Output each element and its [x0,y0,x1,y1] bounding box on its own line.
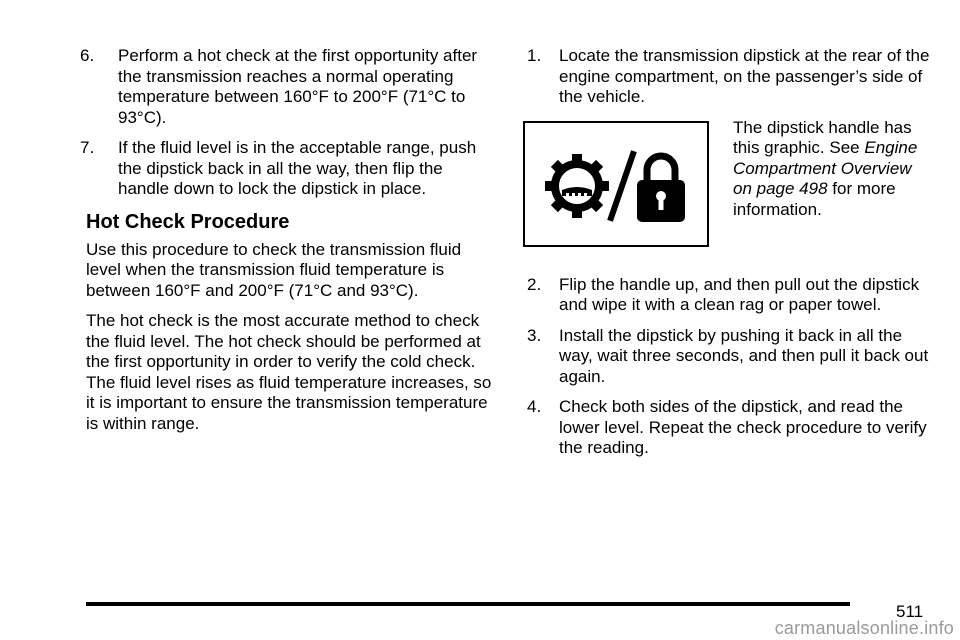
figure-caption [733,118,928,247]
step-text: Perform a hot check at the first opportunity after the transmission reaches a normal operating temperature between 160°F to 200°F (71°C to 93°C). [118,46,478,127]
step-number: 3. [527,325,542,345]
right-column [527,46,932,469]
paragraph-explanation: The hot check is the most accurate method to check the fluid level. The hot check should be performed at the first opportunity in order to verify the cold check. The fluid level rises as fluid temperature increases, so it is important to ensure the transmission temperature is within range. [86,311,492,433]
section-heading: Hot Check Procedure [86,210,290,233]
step-text: Locate the transmission dipstick at the rear of the engine compartment, on the passenger’s side of the vehicle. [559,46,930,106]
step-number: 1. [527,46,542,65]
caption-text: The dipstick handle has this graphic. See [733,117,912,157]
caption-text-end: for more information. [733,179,896,219]
step-text: Install the dipstick by pushing it back in all the way, wait three seconds, and then pull it back out again. [559,325,929,386]
dipstick-figure [523,118,932,247]
page-number: 511 [896,602,924,621]
step-text: Flip the handle up, and then pull out the dipstick and wipe it with a clean rag or paper towel. [559,274,920,314]
step-text: If the fluid level is in the acceptable range, push the dipstick back in all the way, then flip the handle down to lock the dipstick in place. [118,138,477,198]
gear-icon [545,154,609,218]
step-4 [527,397,932,459]
step-1 [527,46,932,108]
footer-divider [86,602,850,606]
steps-list-continued [80,46,496,200]
step-number: 6. [80,46,95,65]
page-reference-link[interactable]: Engine Compartment Overview on page 498 [733,138,918,198]
left-column [80,46,496,444]
slash-icon [611,154,633,218]
step-3 [527,326,932,388]
padlock-icon [637,156,685,222]
step-number: 4. [527,397,542,416]
step-7 [80,138,496,200]
watermark: carmanualsonline.info [774,618,954,638]
dipstick-graphic [523,121,709,247]
step-2 [527,275,932,316]
step-text: Check both sides of the dipstick, and read the lower level. Repeat the check procedure to verify the reading. [559,397,927,457]
dipstick-handle-icon [541,134,691,234]
step-6 [80,46,496,128]
step-number: 7. [80,138,95,157]
paragraph-intro: Use this procedure to check the transmission fluid level when the transmission fluid temperature is between 160°F and 200°F (71°C and 93°C). [86,239,462,300]
step-number: 2. [527,274,542,294]
